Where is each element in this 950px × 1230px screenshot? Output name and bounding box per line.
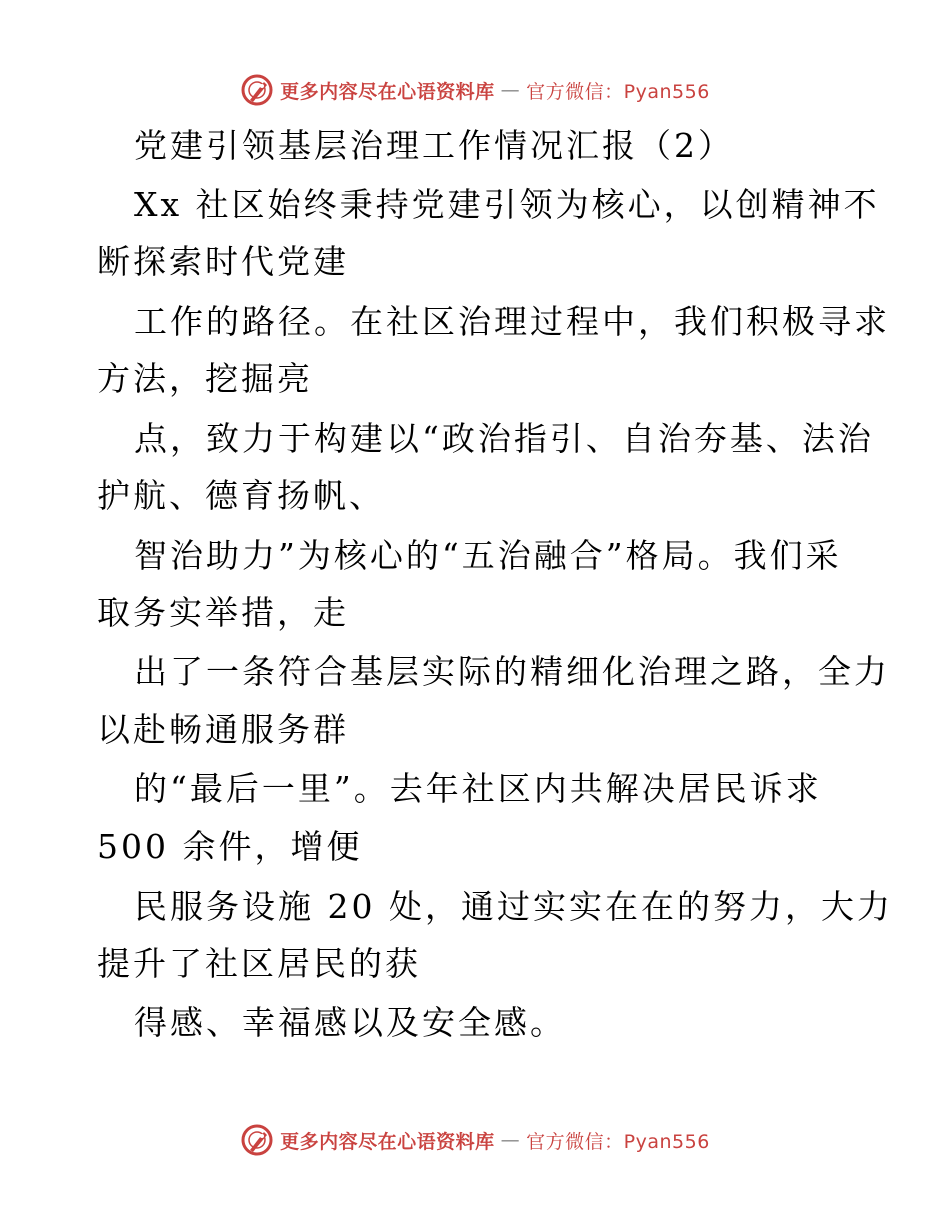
paragraph-line: 断探索时代党建 bbox=[97, 242, 349, 281]
paragraph-line: 护航、德育扬帆、 bbox=[97, 476, 385, 515]
banner-wechat-text: 官方微信：Pyan556 bbox=[526, 80, 710, 103]
paragraph-line: 得感、幸福感以及安全感。 bbox=[134, 1003, 566, 1042]
banner-wechat-text: 官方微信：Pyan556 bbox=[526, 1130, 710, 1153]
paragraph-line: 的“最后一里”。去年社区内共解决居民诉求 bbox=[134, 769, 822, 808]
paragraph-line: 工作的路径。在社区治理过程中，我们积极寻求 bbox=[134, 302, 890, 341]
footer-banner bbox=[0, 1120, 950, 1160]
header-banner bbox=[0, 70, 950, 110]
paragraph-line: 智治助力”为核心的“五治融合”格局。我们采 bbox=[134, 536, 842, 575]
pen-nib-logo-icon bbox=[240, 1123, 274, 1157]
paragraph-line: Xx 社区始终秉持党建引领为核心，以创精神不 bbox=[134, 185, 880, 224]
paragraph-line: 民服务设施 20 处，通过实实在在的努力，大力 bbox=[134, 887, 893, 926]
banner-dash: — bbox=[500, 1129, 521, 1151]
paragraph-line: 以赴畅通服务群 bbox=[97, 710, 349, 749]
paragraph-line: 提升了社区居民的获 bbox=[97, 944, 421, 983]
paragraph-line: 取务实举措，走 bbox=[97, 593, 349, 632]
banner-left-text: 更多内容尽在心语资料库 bbox=[280, 80, 495, 103]
banner-left-text: 更多内容尽在心语资料库 bbox=[280, 1130, 495, 1153]
paragraph-line: 出了一条符合基层实际的精细化治理之路，全力 bbox=[134, 652, 890, 691]
pen-nib-logo-icon bbox=[240, 73, 274, 107]
document-title: 党建引领基层治理工作情况汇报（2） bbox=[134, 126, 734, 165]
paragraph-line: 500 余件，增便 bbox=[97, 827, 363, 866]
paragraph-line: 方法，挖掘亮 bbox=[97, 359, 313, 398]
paragraph-line: 点，致力于构建以“政治指引、自治夯基、法治 bbox=[134, 419, 874, 458]
banner-dash: — bbox=[500, 79, 521, 101]
